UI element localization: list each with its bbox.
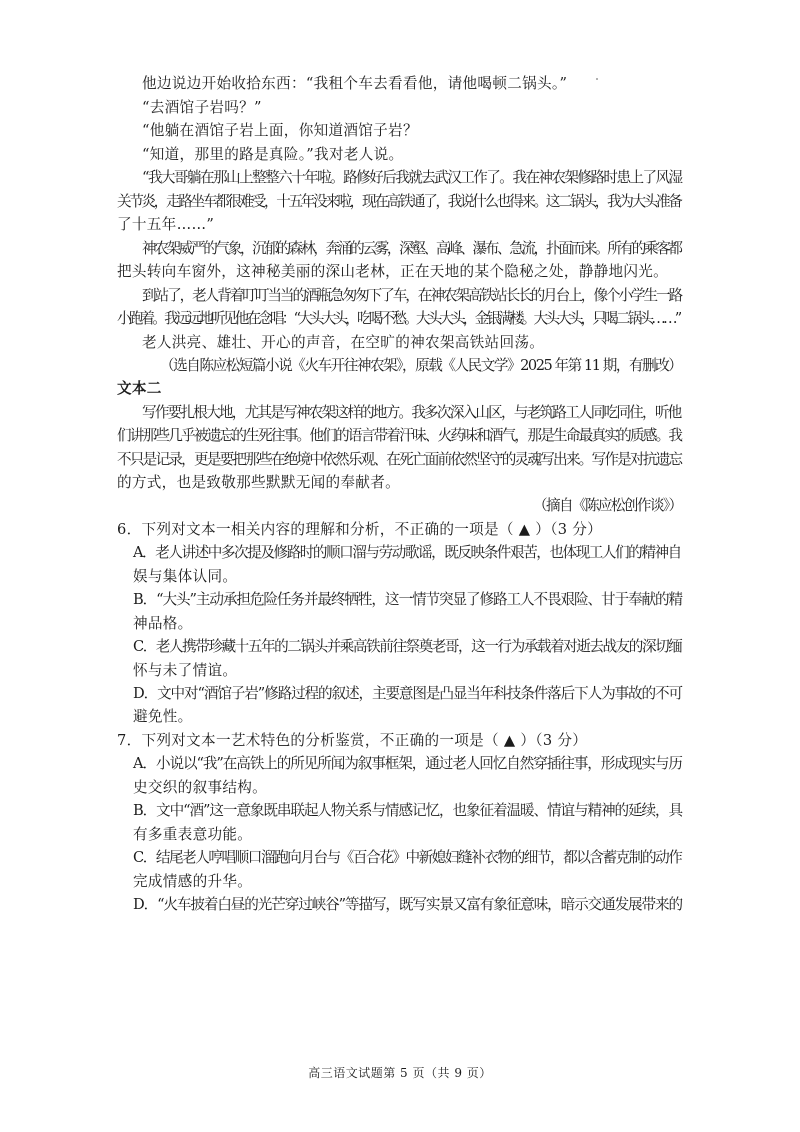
q6-option-c-cont: 怀与未了情谊。: [133, 662, 238, 679]
page-footer: 高三语文试题第 5 页（共 9 页）: [308, 1066, 492, 1080]
q7-option-c-cont: 完成情感的升华。: [133, 873, 253, 890]
q6-option-d: D．文中对“酒馆子岩”修路过程的叙述，主要意图是凸显当年科技条件落后下人为事故的不可: [133, 685, 682, 702]
q6-option-b: B．“大头”主动承担危险任务并最终牺牲，这一情节突显了修路工人不畏艰险、甘于奉献的精: [133, 591, 683, 608]
passage1-line-2: “去酒馆子岩吗？”: [142, 99, 262, 116]
q7-option-a: A．小说以“我”在高铁上的所见所闻为叙事框架，通过老人回忆自然穿插往事，形成现实与历: [133, 755, 682, 772]
q7-option-a-cont: 史交织的叙事结构。: [133, 779, 268, 796]
q7-option-d: D．“火车披着白昼的光芒穿过峡谷”等描写，既写实景又富有象征意味，暗示交通发展带来的: [133, 896, 682, 913]
passage1-line-7: 了十五年……”: [117, 216, 215, 233]
passage2-line-1: 写作要扎根大地，尤其是写神农架这样的地方。我多次深入山区，与老筑路工人同吃同住，听他: [142, 404, 681, 421]
passage1-line-10: 到站了，老人背着叮叮当当的酒瓶急匆匆下了车，在神农架高铁站长长的月台上，像个小学生一路: [142, 287, 682, 304]
passage2-source: （摘自《陈应松创作谈》）: [533, 497, 682, 514]
q6-option-c: C．老人携带珍藏十五年的二锅头并乘高铁前往祭奠老哥，这一行为承载着对逝去战友的深切缅: [133, 638, 682, 655]
q6-option-a: A．老人讲述中多次提及修路时的顺口溜与劳动歌谣，既反映条件艰苦，也体现工人们的精神自: [133, 544, 681, 561]
passage1-line-12: 老人洪亮、雄壮、开心的声音，在空旷的神农架高铁站回荡。: [142, 334, 545, 351]
q7-option-c: C．结尾老人哼唱顺口溜跑向月台与《百合花》中新媳妇缝补衣物的细节，都以含蓄克制的动作: [133, 849, 682, 866]
speck-mark: [596, 78, 598, 80]
q6-option-b-cont: 神品格。: [133, 615, 193, 632]
q7-option-b-cont: 有多重表意功能。: [133, 826, 253, 843]
passage1-line-5: “我大哥躺在那山上整整六十年啦。路修好后我就去武汉工作了。我在神农架修路时患上了风湿: [142, 169, 682, 186]
passage1-line-6: 关节炎，走路坐车都很难受，十五年没来啦，现在高铁通了，我说什么也得来。这二锅头，我为大头准备: [117, 193, 681, 210]
question-7-stem: 7．下列对文本一艺术特色的分析鉴赏，不正确的一项是（ ▲ ）（3 分）: [117, 732, 588, 749]
passage1-line-9: 把头转向车窗外，这神秘美丽的深山老林，正在天地的某个隐秘之处，静静地闪光。: [117, 263, 669, 280]
passage1-line-8: 神农架威严的气象，沉郁的森林，奔涌的云雾，深壑、高峰、瀑布、急流，扑面而来。所有的乘客都: [142, 240, 681, 257]
question-6-stem: 6．下列对文本一相关内容的理解和分析，不正确的一项是（ ▲ ）（3 分）: [117, 521, 603, 538]
passage1-line-3: “他躺在酒馆子岩上面，你知道酒馆子岩？: [142, 122, 418, 139]
passage1-source: （选自陈应松短篇小说《火车开往神农架》，原载《人民文学》2025 年第 11 期，有删改）: [160, 357, 682, 374]
q6-option-d-cont: 避免性。: [133, 708, 193, 725]
text2-heading: 文本二: [117, 380, 162, 397]
passage1-line-11: 小跑着。我远远地听见他在念唱：“大头大头，吃喝不愁。大头大头，金银满楼。大头大头，只喝二锅头……”: [117, 310, 680, 327]
passage2-line-4: 的方式，也是致敬那些默默无闻的奉献者。: [117, 474, 400, 491]
passage2-line-2: 们讲那些几乎被遗忘的生死往事。他们的语言带着汗味、火药味和酒气，那是生命最真实的质感。我: [117, 427, 682, 444]
passage1-line-1: 他边说边开始收拾东西：“我租个车去看看他，请他喝顿二锅头。”: [142, 75, 568, 92]
passage2-line-3: 不只是记录，更是要把那些在绝境中依然乐观、在死亡面前依然坚守的灵魂写出来。写作是对抗遗忘: [117, 451, 682, 468]
passage1-line-4: “知道，那里的路是真险。”我对老人说。: [142, 146, 404, 163]
q6-option-a-cont: 娱与集体认同。: [133, 568, 238, 585]
q7-option-b: B．文中“酒”这一意象既串联起人物关系与情感记忆，也象征着温暖、情谊与精神的延续，具: [133, 802, 683, 819]
